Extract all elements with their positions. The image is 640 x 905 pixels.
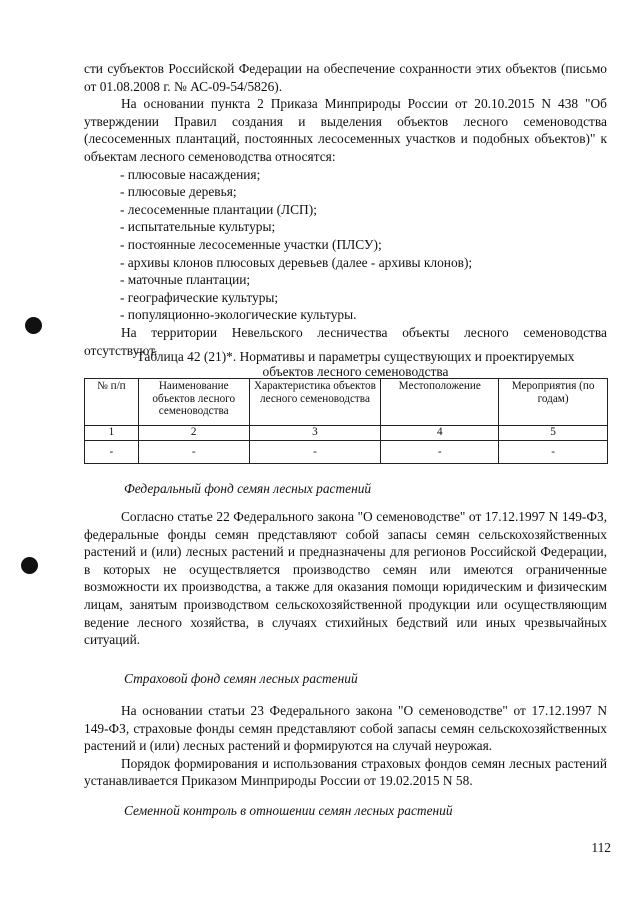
binder-hole-bottom xyxy=(21,557,38,574)
insurance-fund-text-1: На основании статьи 23 Федерального закона "О семеноводстве" от 17.12.1997 N 149-ФЗ, страховые фонды семян представляют собой запасы семян сельскохозяйственных растений и (или) лесных растений и формируются на случай неурожая. xyxy=(84,703,607,754)
intro-basis: На основании пункта 2 Приказа Минприроды России от 20.10.2015 N 438 "Об утверждении Правил создания и выделения объектов лесного семеноводства (лесосеменных плантаций, постоянных лесосеменных участков и подобных объектов)" к объектам лесного семеноводства относятся: xyxy=(84,96,607,164)
table-header-cell: Характеристика объектов лесного семеноводства xyxy=(249,379,381,426)
table-header-row xyxy=(85,379,608,426)
list-item: - географические культуры; xyxy=(120,289,279,305)
intro-continuation: сти субъектов Российской Федерации на обеспечение сохранности этих объектов (письмо от 01.08.2008 г. № АС-09-54/5826). xyxy=(84,61,607,94)
insurance-fund-text-2: Порядок формирования и использования страховых фондов семян лесных растений устанавливается Приказом Минприроды России от 19.02.2015 N 58. xyxy=(84,755,607,789)
list-item: - плюсовые насаждения; xyxy=(120,166,261,182)
binder-hole-top xyxy=(25,317,42,334)
table-cell: - xyxy=(381,441,499,464)
list-item: - лесосеменные плантации (ЛСП); xyxy=(120,201,317,217)
absence-note: На территории Невельского лесничества объекты лесного семеноводства отсутствуют. xyxy=(84,324,607,358)
list-item: - постоянные лесосеменные участки (ПЛСУ); xyxy=(120,236,382,252)
list-item: - архивы клонов плюсовых деревьев (далее - архивы клонов); xyxy=(120,254,473,270)
insurance-fund-section xyxy=(84,670,607,688)
table-number-row xyxy=(85,426,608,441)
insurance-fund-body xyxy=(84,702,607,790)
table-caption-line-1: Таблица 42 (21)*. Нормативы и параметры существующих и проектируемых xyxy=(136,349,575,364)
table-cell: - xyxy=(499,441,608,464)
list-item: - популяционно-экологические культуры. xyxy=(120,307,357,323)
table-cell: 5 xyxy=(499,426,608,441)
objects-list xyxy=(84,166,607,324)
table-cell: 4 xyxy=(381,426,499,441)
intro-block xyxy=(84,60,607,359)
list-item: - плюсовые деревья; xyxy=(120,184,237,200)
table-cell: 3 xyxy=(249,426,381,441)
federal-fund-section xyxy=(84,480,607,498)
table-caption xyxy=(84,349,607,379)
seed-control-heading: Семенной контроль в отношении семян лесных растений xyxy=(124,803,453,818)
table-header-cell: № п/п xyxy=(85,379,139,426)
list-item: - испытательные культуры; xyxy=(120,219,276,235)
seed-objects-table xyxy=(84,378,608,464)
table-cell: - xyxy=(249,441,381,464)
list-item: - маточные плантации; xyxy=(120,272,251,288)
table-caption-line-2: объектов лесного семеноводства xyxy=(262,364,449,379)
table-cell: - xyxy=(85,441,139,464)
federal-fund-text: Согласно статье 22 Федерального закона "О семеноводстве" от 17.12.1997 N 149-ФЗ, федеральные фонды семян представляют собой запасы семян сельскохозяйственных растений и (или) лесных растений и предназначены для регионов Российской Федерации, в которых не осуществляется производство семян или имеются ограниченные возможности их производства, а также для оказания помощи юридическим и физическим лицам, занятым производством сельскохозяйственной продукции или осуществляющим ведение лесного хозяйства, в случаях стихийных бедствий или иных чрезвычайных ситуаций. xyxy=(84,509,607,648)
page-number: 112 xyxy=(591,840,611,855)
seed-control-section xyxy=(84,802,607,820)
table-header-cell: Мероприятия (по годам) xyxy=(499,379,608,426)
federal-fund-body xyxy=(84,508,607,649)
insurance-fund-heading: Страховой фонд семян лесных растений xyxy=(124,671,358,686)
table-cell: 2 xyxy=(138,426,249,441)
table-row xyxy=(85,441,608,464)
table-header-cell: Наименование объектов лесного семеноводства xyxy=(138,379,249,426)
table-header-cell: Местоположение xyxy=(381,379,499,426)
federal-fund-heading: Федеральный фонд семян лесных растений xyxy=(124,481,372,496)
table-cell: - xyxy=(138,441,249,464)
table-cell: 1 xyxy=(85,426,139,441)
